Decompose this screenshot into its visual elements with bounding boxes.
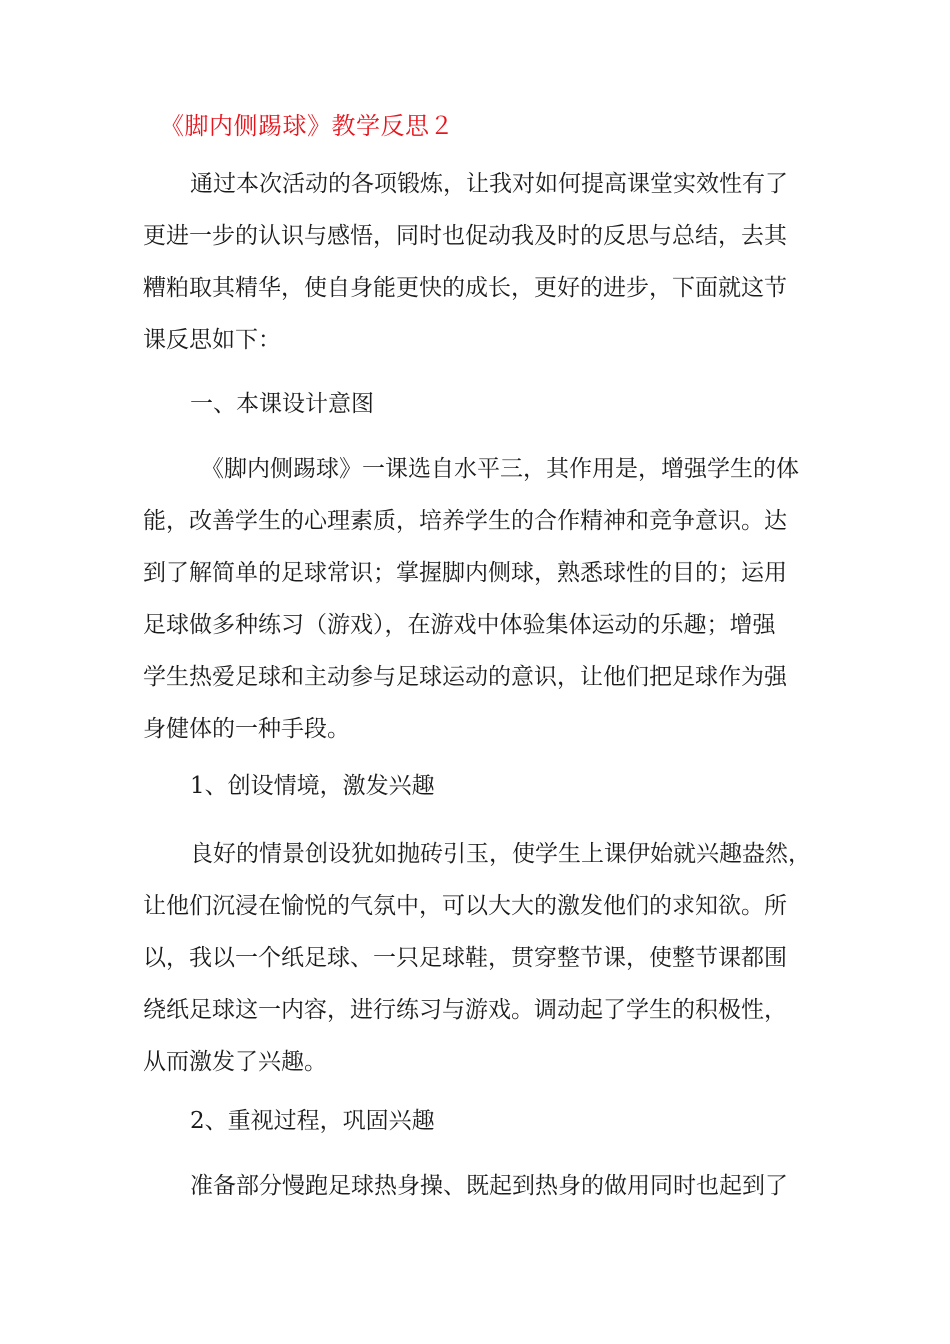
text-line: 良好的情景创设犹如抛砖引玉，使学生上课伊始就兴趣盎然， (190, 841, 811, 867)
section-heading-design-intent (143, 378, 823, 430)
section-heading-process (143, 1095, 823, 1147)
section-heading-create-situation (143, 760, 823, 812)
text-line: 糟粕取其精华，使自身能更快的成长，更好的进步，下面就这节 (143, 275, 787, 301)
text-line: 准备部分慢跑足球热身操、既起到热身的做用同时也起到了 (190, 1173, 788, 1199)
text-line: 能，改善学生的心理素质，培养学生的合作精神和竞争意识。达 (143, 508, 787, 534)
text-line: 更进一步的认识与感悟，同时也促动我及时的反思与总结，去其 (143, 223, 787, 249)
paragraph-design-intent (143, 443, 823, 755)
text-line: 足球做多种练习（游戏），在游戏中体验集体运动的乐趣；增强 (143, 612, 776, 638)
text-line: 学生热爱足球和主动参与足球运动的意识，让他们把足球作为强 (143, 664, 787, 690)
text-line: 让他们沉浸在愉悦的气氛中，可以大大的激发他们的求知欲。所 (143, 893, 787, 919)
heading-text: 一、本课设计意图 (190, 391, 374, 417)
heading-text: 1、创设情境，激发兴趣 (190, 773, 435, 799)
text-line: 绕纸足球这一内容，进行练习与游戏。调动起了学生的积极性， (143, 997, 787, 1023)
text-line: 通过本次活动的各项锻炼，让我对如何提高课堂实效性有了 (190, 171, 788, 197)
paragraph-create-situation (143, 828, 823, 1088)
document-title: 《脚内侧踢球》教学反思２ (160, 112, 454, 140)
heading-text: 2、重视过程，巩固兴趣 (190, 1108, 435, 1134)
text-line: 从而激发了兴趣。 (143, 1049, 327, 1075)
text-line: 身健体的一种手段。 (143, 716, 350, 742)
text-line: 到了解简单的足球常识；掌握脚内侧球，熟悉球性的目的；运用 (143, 560, 787, 586)
text-line: 课反思如下： (143, 327, 281, 353)
paragraph-process (143, 1160, 823, 1212)
text-line: 以，我以一个纸足球、一只足球鞋，贯穿整节课，使整节课都围 (143, 945, 787, 971)
text-line: 《脚内侧踢球》一课选自水平三，其作用是，增强学生的体 (201, 456, 799, 482)
paragraph-intro (143, 158, 823, 366)
